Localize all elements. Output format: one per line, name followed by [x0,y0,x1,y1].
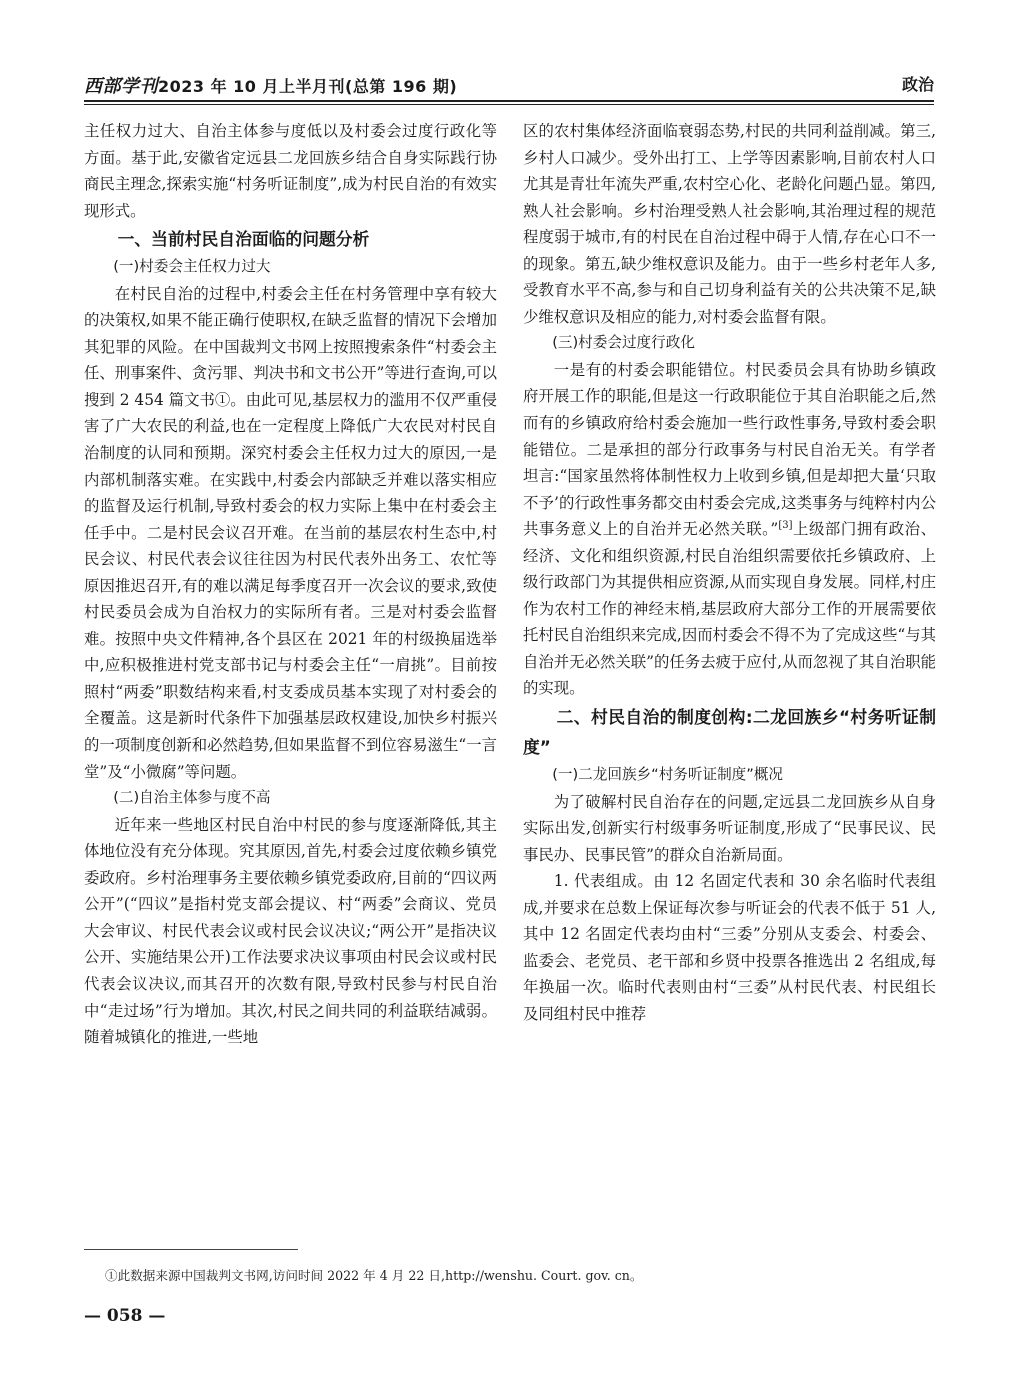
subsection-heading: (一)村委会主任权力过大 [113,258,271,276]
paragraph-text: 一是有的村委会职能错位。村民委员会具有协助乡镇政府开展工作的职能,但是这一行政职能位于其自治职能之后,然而有的乡镇政府给村委会施加一些行政性事务,导致村委会职能错位。二是承担的部分行政事务与村民自治无关。有学者坦言:“国家虽然将体制性权力上收到乡镇,但是却把大量‘只取不予’的行政性事务都交由村委会完成,这类事务与纯粹村内公共事务意义上的自治并无必然关联。” [523,360,936,539]
footnote-rule [84,1249,298,1250]
citation-ref: [3] [778,520,793,532]
left-column [84,118,497,1051]
running-header [84,70,934,100]
header-rule [84,100,934,102]
body-paragraph: 在村民自治的过程中,村委会主任在村务管理中享有较大的决策权,如果不能正确行使职权,在缺乏监督的情况下会增加其犯罪的风险。在中国裁判文书网上按照搜索条件“村委会主任、刑事案件、贪污罪、判决书和文书公开”等进行查询,可以搜到 2 454 篇文书①。由此可见,基层权力的滥用不仅严重侵害了广大农民的利益,也在一定程度上降低广大农民对村民自治制度的认同和预期。深究村委会主任权力过大的原因,一是内部机制落实难。在实践中,村委会内部缺乏并难以落实相应的监督及运行机制,导致村委会的权力实际上集中在村委会主任手中。二是村民会议召开难。在当前的基层农村生态中,村民会议、村民代表会议往往因为村民代表外出务工、农忙等原因推迟召开,有的难以满足每季度召开一次会议的要求,致使村民委员会成为自治权力的实际所有者。三是对村委会监督难。按照中央文件精神,各个县区在 2021 年的村级换届选举中,应积极推进村党支部书记与村委会主任“一肩挑”。目前按照村“两委”职数结构来看,村支委成员基本实现了对村委会的全覆盖。这是新时代条件下加强基层政权建设,加快乡村振兴的一项制度创新和必然趋势,但如果监督不到位容易滋生“一言堂”及“小微腐”等问题。 [84,284,497,781]
footnote: ①此数据来源中国裁判文书网,访问时间 2022 年 4 月 22 日,http://wenshu. Court. gov. cn。 [105,1268,643,1283]
section-label: 政治 [901,75,934,94]
issue-info: 2023 年 10 月上半月刊(总第 196 期) [158,77,458,96]
section-heading: 一、当前村民自治面临的问题分析 [117,229,370,250]
body-paragraph: 近年来一些地区村民自治中村民的参与度逐渐降低,其主体地位没有充分体现。究其原因,首先,村委会过度依赖乡镇党委政府。乡村治理事务主要依赖乡镇党委政府,目前的“四议两公开”(“四议”是指村党支部会提议、村“两委”会商议、党员大会审议、村民代表会议或村民会议决议;“两公开”是指决议公开、实施结果公开)工作法要求决议事项由村民会议或村民代表会议决议,而其召开的次数有限,导致村民参与村民自治中“走过场”行为增加。其次,村民之间共同的利益联结减弱。随着城镇化的推进,一些地 [84,815,497,1047]
subsection-heading: (一)二龙回族乡“村务听证制度”概况 [552,766,784,784]
body-paragraph: 区的农村集体经济面临衰弱态势,村民的共同利益削减。第三,乡村人口减少。受外出打工、上学等因素影响,目前农村人口尤其是青壮年流失严重,农村空心化、老龄化问题凸显。第四,熟人社会影响。乡村治理受熟人社会影响,其治理过程的规范程度弱于城市,有的村民在自治过程中碍于人情,存在心口不一的现象。第五,缺少维权意识及能力。由于一些乡村老年人多,受教育水平不高,参与和自己切身利益有关的公共决策不足,缺少维权意识及相应的能力,对村委会监督有限。 [523,122,936,326]
subsection-heading: (二)自治主体参与度不高 [113,789,271,807]
right-column [523,118,936,1028]
journal-logo: 西部学刊 [84,76,158,97]
body-paragraph: 主任权力过大、自治主体参与度低以及村委会过度行政化等方面。基于此,安徽省定远县二龙回族乡结合自身实际践行协商民主理念,探索实施“村务听证制度”,成为村民自治的有效实现形式。 [84,122,497,220]
subsection-heading: (三)村委会过度行政化 [552,334,695,352]
journal-title [84,72,457,98]
header-rule-thin [84,104,934,105]
body-paragraph [523,357,936,702]
body-paragraph: 1. 代表组成。由 12 名固定代表和 30 余名临时代表组成,并要求在总数上保证每次参与听证会的代表不低于 51 人,其中 12 名固定代表均由村“三委”分别从支委会、村委会、监委会、老党员、老干部和乡贤中投票各推选出 2 名组成,每年换届一次。临时代表则由村“三委”从村民代表、村民组长及同组村民中推荐 [523,872,936,1023]
section-heading: 二、村民自治的制度创构:二龙回族乡“村务听证制度” [523,707,936,758]
body-paragraph: 为了破解村民自治存在的问题,定远县二龙回族乡从自身实际出发,创新实行村级事务听证制度,形成了“民事民议、民事民办、民事民管”的群众自治新局面。 [523,792,936,864]
paragraph-text: 上级部门拥有政治、经济、文化和组织资源,村民自治组织需要依托乡镇政府、上级行政部门为其提供相应资源,从而实现自身发展。同样,村庄作为农村工作的神经末梢,基层政府大部分工作的开展需要依托村民自治组织来完成,因而村委会不得不为了完成这些“与其自治并无必然关联”的任务去疲于应付,从而忽视了其自治职能的实现。 [523,520,936,698]
page-number: — 058 — [84,1306,166,1326]
